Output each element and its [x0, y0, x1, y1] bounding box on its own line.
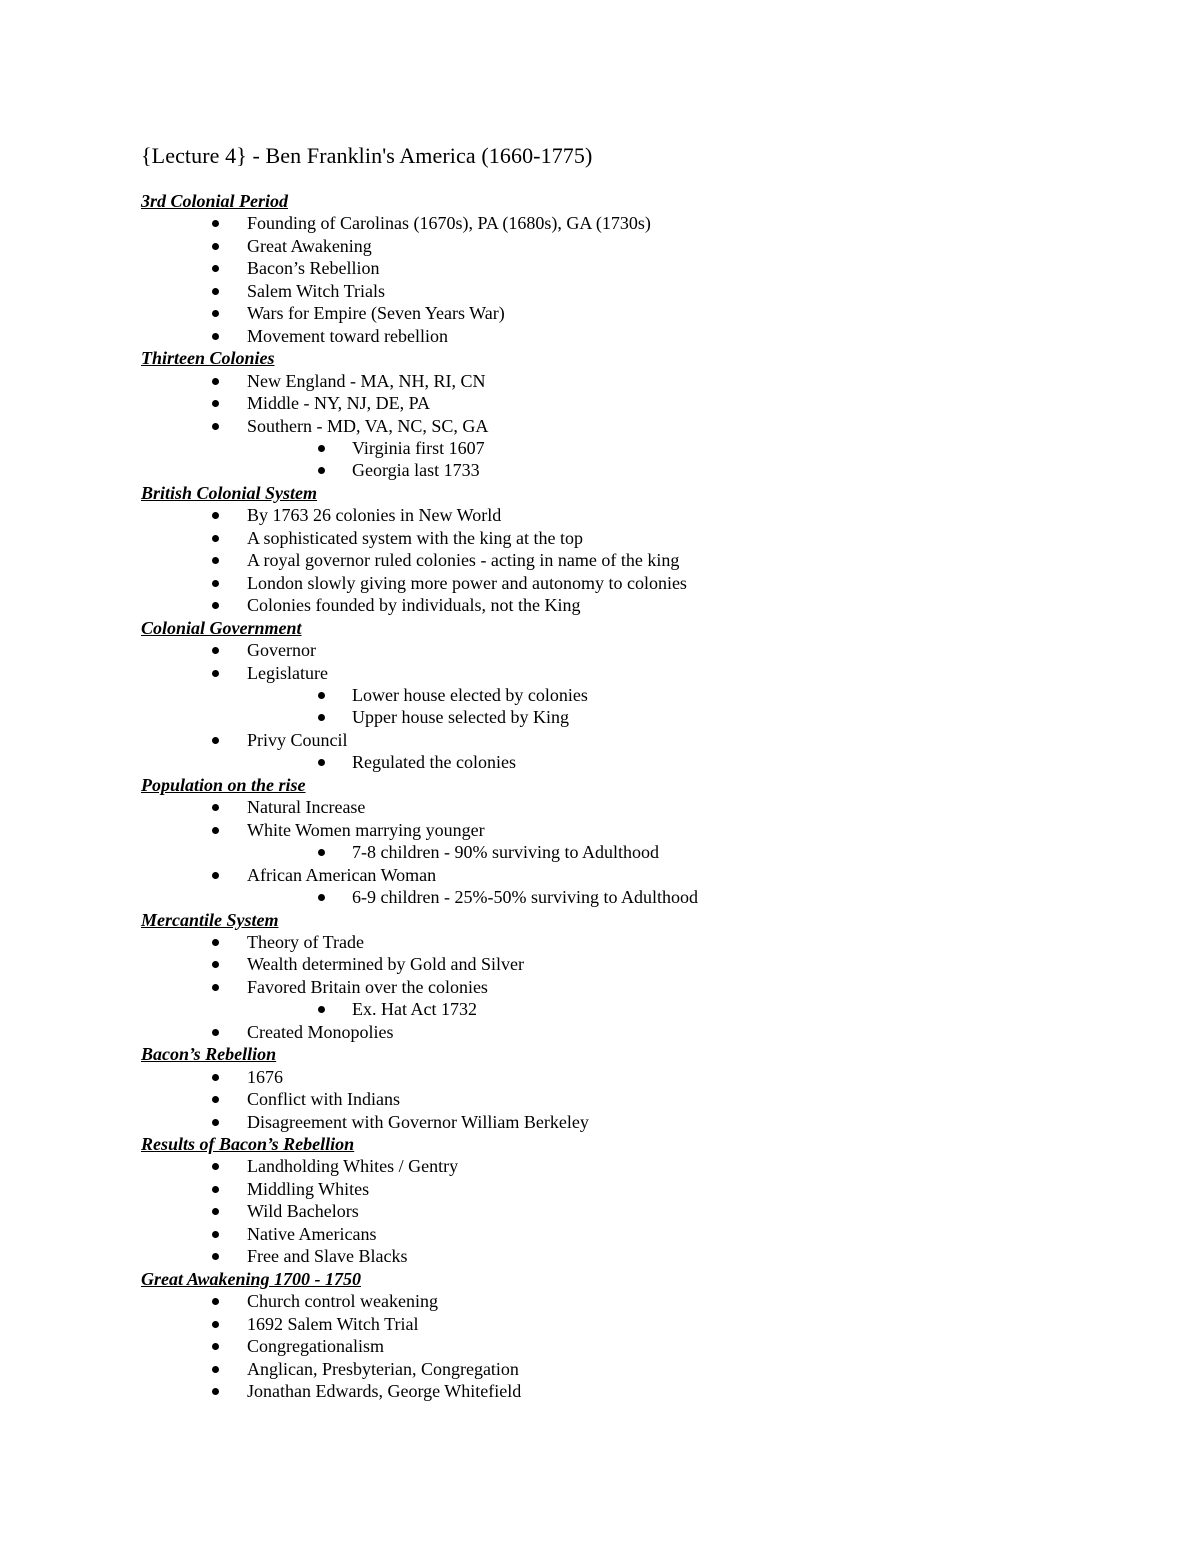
section-heading: Results of Bacon’s Rebellion [141, 1134, 355, 1155]
bullet-item [141, 1178, 1141, 1200]
bullet-icon [318, 445, 325, 452]
sub-bullet-item [141, 437, 1141, 459]
bullet-text: Colonies founded by individuals, not the King [247, 595, 581, 616]
bullet-icon [318, 692, 325, 699]
bullet-text: Lower house elected by colonies [352, 684, 588, 705]
bullet-text: Wild Bachelors [247, 1201, 359, 1222]
bullet-text: Privy Council [247, 729, 348, 750]
bullet-item [141, 1088, 1141, 1110]
section-heading: Bacon’s Rebellion [141, 1044, 277, 1065]
bullet-icon [318, 894, 325, 901]
bullet-icon [318, 849, 325, 856]
bullet-icon [212, 872, 219, 879]
bullet-icon [212, 1186, 219, 1193]
bullet-text: Wealth determined by Gold and Silver [247, 954, 524, 975]
bullet-icon [212, 1343, 219, 1350]
bullet-item [141, 864, 1141, 886]
bullet-item [141, 572, 1141, 594]
bullet-icon [212, 1029, 219, 1036]
bullet-item [141, 796, 1141, 818]
bullet-text: Movement toward rebellion [247, 325, 448, 346]
bullet-icon [212, 265, 219, 272]
bullet-icon [318, 714, 325, 721]
bullet-item [141, 639, 1141, 661]
section-heading: Thirteen Colonies [141, 348, 275, 369]
bullet-item [141, 212, 1141, 234]
bullet-item [141, 729, 1141, 751]
document-title: {Lecture 4} - Ben Franklin's America (1660-1775) [141, 143, 593, 168]
sub-bullet-item [141, 998, 1141, 1020]
bullet-icon [212, 310, 219, 317]
bullet-item [141, 819, 1141, 841]
bullet-icon [212, 1298, 219, 1305]
bullet-text: Created Monopolies [247, 1021, 394, 1042]
bullet-icon [212, 647, 219, 654]
bullet-item [141, 302, 1141, 324]
bullet-text: Virginia first 1607 [352, 437, 485, 458]
bullet-text: Regulated the colonies [352, 752, 516, 773]
bullet-text: Disagreement with Governor William Berkeley [247, 1111, 589, 1132]
bullet-text: Legislature [247, 662, 328, 683]
bullet-item [141, 931, 1141, 953]
bullet-icon [212, 535, 219, 542]
bullet-item [141, 1111, 1141, 1133]
bullet-item [141, 527, 1141, 549]
bullet-text: Free and Slave Blacks [247, 1246, 408, 1267]
bullet-item [141, 1358, 1141, 1380]
bullet-icon [212, 1388, 219, 1395]
bullet-text: 1676 [247, 1066, 283, 1087]
bullet-text: Southern - MD, VA, NC, SC, GA [247, 415, 489, 436]
bullet-icon [212, 1208, 219, 1215]
bullet-item [141, 662, 1141, 684]
section-heading: Great Awakening 1700 - 1750 [141, 1268, 362, 1289]
bullet-icon [212, 670, 219, 677]
bullet-text: Middle - NY, NJ, DE, PA [247, 393, 431, 414]
bullet-icon [212, 1321, 219, 1328]
bullet-text: Ex. Hat Act 1732 [352, 999, 477, 1020]
bullet-icon [212, 1366, 219, 1373]
bullet-text: Landholding Whites / Gentry [247, 1156, 459, 1177]
bullet-item [141, 549, 1141, 571]
bullet-icon [212, 984, 219, 991]
bullet-icon [212, 804, 219, 811]
bullet-item [141, 1223, 1141, 1245]
bullet-item [141, 257, 1141, 279]
bullet-item [141, 1021, 1141, 1043]
bullet-item [141, 976, 1141, 998]
bullet-text: Favored Britain over the colonies [247, 976, 488, 997]
bullet-icon [212, 1119, 219, 1126]
bullet-icon [212, 1096, 219, 1103]
bullet-text: African American Woman [247, 864, 437, 885]
section-heading: Population on the rise [141, 774, 306, 795]
section-heading: British Colonial System [141, 482, 318, 503]
bullet-icon [212, 737, 219, 744]
bullet-text: Salem Witch Trials [247, 280, 385, 301]
bullet-text: Upper house selected by King [352, 707, 569, 728]
bullet-item [141, 953, 1141, 975]
sub-bullet-item [141, 886, 1141, 908]
bullet-icon [212, 378, 219, 385]
bullet-icon [212, 220, 219, 227]
bullet-text: Church control weakening [247, 1291, 438, 1312]
bullet-text: 1692 Salem Witch Trial [247, 1313, 419, 1334]
bullet-icon [212, 1163, 219, 1170]
bullet-item [141, 1380, 1141, 1402]
bullet-text: New England - MA, NH, RI, CN [247, 370, 486, 391]
bullet-icon [212, 602, 219, 609]
bullet-item [141, 1245, 1141, 1267]
sub-bullet-item [141, 751, 1141, 773]
section-heading: 3rd Colonial Period [141, 191, 289, 211]
bullet-icon [212, 423, 219, 430]
bullet-text: Conflict with Indians [247, 1089, 400, 1110]
bullet-item [141, 1313, 1141, 1335]
bullet-text: Great Awakening [247, 235, 372, 256]
bullet-text: Bacon’s Rebellion [247, 258, 380, 279]
sub-bullet-item [141, 684, 1141, 706]
bullet-icon [212, 1074, 219, 1081]
bullet-icon [212, 1253, 219, 1260]
bullet-icon [212, 939, 219, 946]
bullet-icon [212, 333, 219, 340]
bullet-item [141, 370, 1141, 392]
section-heading: Mercantile System [141, 909, 279, 930]
bullet-item [141, 235, 1141, 257]
bullet-icon [318, 467, 325, 474]
bullet-item [141, 392, 1141, 414]
bullet-text: Congregationalism [247, 1336, 384, 1357]
bullet-text: Theory of Trade [247, 931, 364, 952]
bullet-text: Wars for Empire (Seven Years War) [247, 303, 505, 324]
sub-bullet-item [141, 459, 1141, 481]
bullet-text: Native Americans [247, 1223, 377, 1244]
bullet-text: London slowly giving more power and autonomy to colonies [247, 572, 687, 593]
bullet-icon [212, 827, 219, 834]
bullet-text: Middling Whites [247, 1178, 370, 1199]
bullet-icon [212, 1231, 219, 1238]
bullet-icon [212, 288, 219, 295]
bullet-item [141, 1155, 1141, 1177]
bullet-text: 7-8 children - 90% surviving to Adulthood [352, 842, 659, 863]
section-heading: Colonial Government [141, 617, 302, 638]
bullet-item [141, 415, 1141, 437]
bullet-text: A sophisticated system with the king at the top [247, 527, 583, 548]
bullet-icon [318, 1006, 325, 1013]
sub-bullet-item [141, 841, 1141, 863]
bullet-item [141, 1066, 1141, 1088]
notes-body [141, 190, 1141, 1402]
bullet-icon [212, 512, 219, 519]
bullet-item [141, 280, 1141, 302]
bullet-text: Governor [247, 640, 316, 661]
bullet-icon [212, 557, 219, 564]
bullet-text: 6-9 children - 25%-50% surviving to Adulthood [352, 887, 698, 908]
bullet-text: A royal governor ruled colonies - acting in name of the king [247, 550, 680, 571]
bullet-icon [212, 961, 219, 968]
bullet-icon [212, 580, 219, 587]
bullet-item [141, 325, 1141, 347]
bullet-item [141, 1200, 1141, 1222]
bullet-text: Georgia last 1733 [352, 460, 480, 481]
bullet-text: Jonathan Edwards, George Whitefield [247, 1381, 522, 1402]
bullet-icon [212, 400, 219, 407]
bullet-text: Anglican, Presbyterian, Congregation [247, 1358, 519, 1379]
bullet-text: By 1763 26 colonies in New World [247, 505, 502, 526]
bullet-item [141, 504, 1141, 526]
bullet-item [141, 1290, 1141, 1312]
bullet-text: White Women marrying younger [247, 819, 485, 840]
bullet-icon [318, 759, 325, 766]
bullet-text: Natural Increase [247, 797, 366, 818]
bullet-text: Founding of Carolinas (1670s), PA (1680s), GA (1730s) [247, 213, 651, 234]
bullet-item [141, 1335, 1141, 1357]
bullet-icon [212, 243, 219, 250]
bullet-item [141, 594, 1141, 616]
sub-bullet-item [141, 706, 1141, 728]
